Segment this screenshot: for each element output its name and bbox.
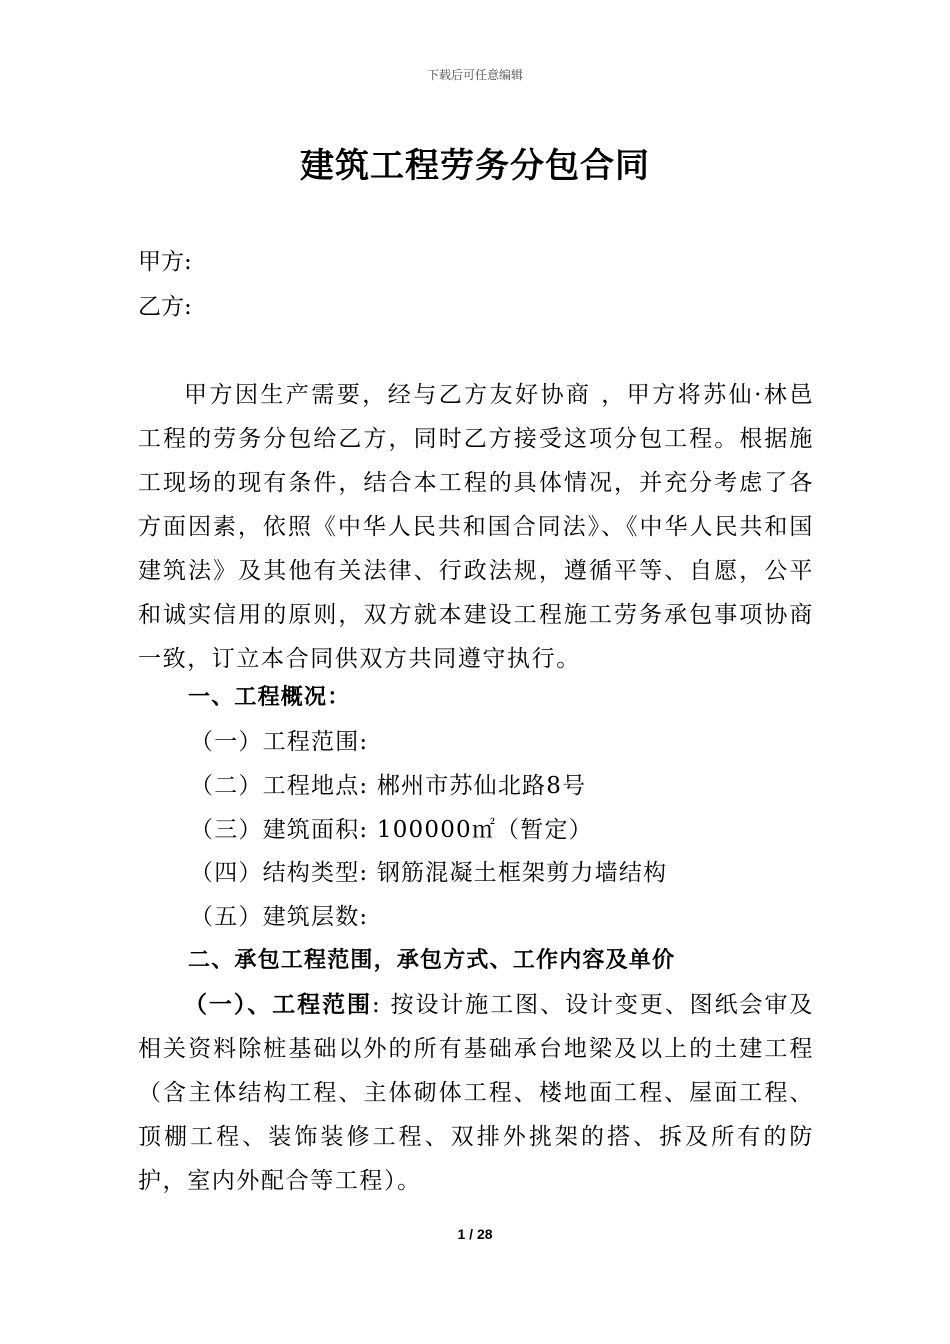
intro-paragraph: 甲方因生产需要，经与乙方友好协商 ，甲方将苏仙·林邑工程的劳务分包给乙方，同时乙方接受这项分包工程。根据施工现场的现有条件，结合本工程的具体情况，并充分考虑了各方面因素，依照《中华人民共和国合同法》、《中华人民共和国建筑法》及其他有关法律、行政法规，遵循平等、自愿，公平和诚实信用的原则，双方就本建设工程施工劳务承包事项协商一致，订立本合同供双方共同遵守执行。 <box>138 382 814 672</box>
party-b-label: 乙方: <box>138 294 192 320</box>
header-note: 下载后可任意编辑 <box>426 68 523 82</box>
structure-type-item: （四）结构类型: 钢筋混凝土框架剪力墙结构 <box>190 860 668 886</box>
project-location-item: （二）工程地点: 郴州市苏仙北路8号 <box>190 773 587 799</box>
party-a-label: 甲方: <box>138 249 192 275</box>
page-indicator: 1 / 28 <box>457 1226 493 1242</box>
building-floors-item: （五）建筑层数: <box>190 904 369 930</box>
section-2-heading: 二、承包工程范围，承包方式、工作内容及单价 <box>188 948 676 973</box>
section-1-heading: 一、工程概况： <box>188 685 351 710</box>
scope-text: : 按设计施工图、设计变更、图纸会审及相关资料除桩基础以外的所有基础承台地梁及以上的土建工程（含主体结构工程、主体砌体工程、楼地面工程、屋面工程、顶棚工程、装饰装修工程、双排外挑架的搭、拆及所有的防护，室内外配合等工程）。 <box>138 992 814 1194</box>
building-area-item: （三）建筑面积: 100000㎡（暂定） <box>190 817 593 843</box>
document-title: 建筑工程劳务分包合同 <box>300 146 650 186</box>
scope-label: （一）、工程范围 <box>184 992 372 1018</box>
scope-paragraph <box>138 983 814 1203</box>
project-scope-item: （一）工程范围: <box>190 729 369 755</box>
